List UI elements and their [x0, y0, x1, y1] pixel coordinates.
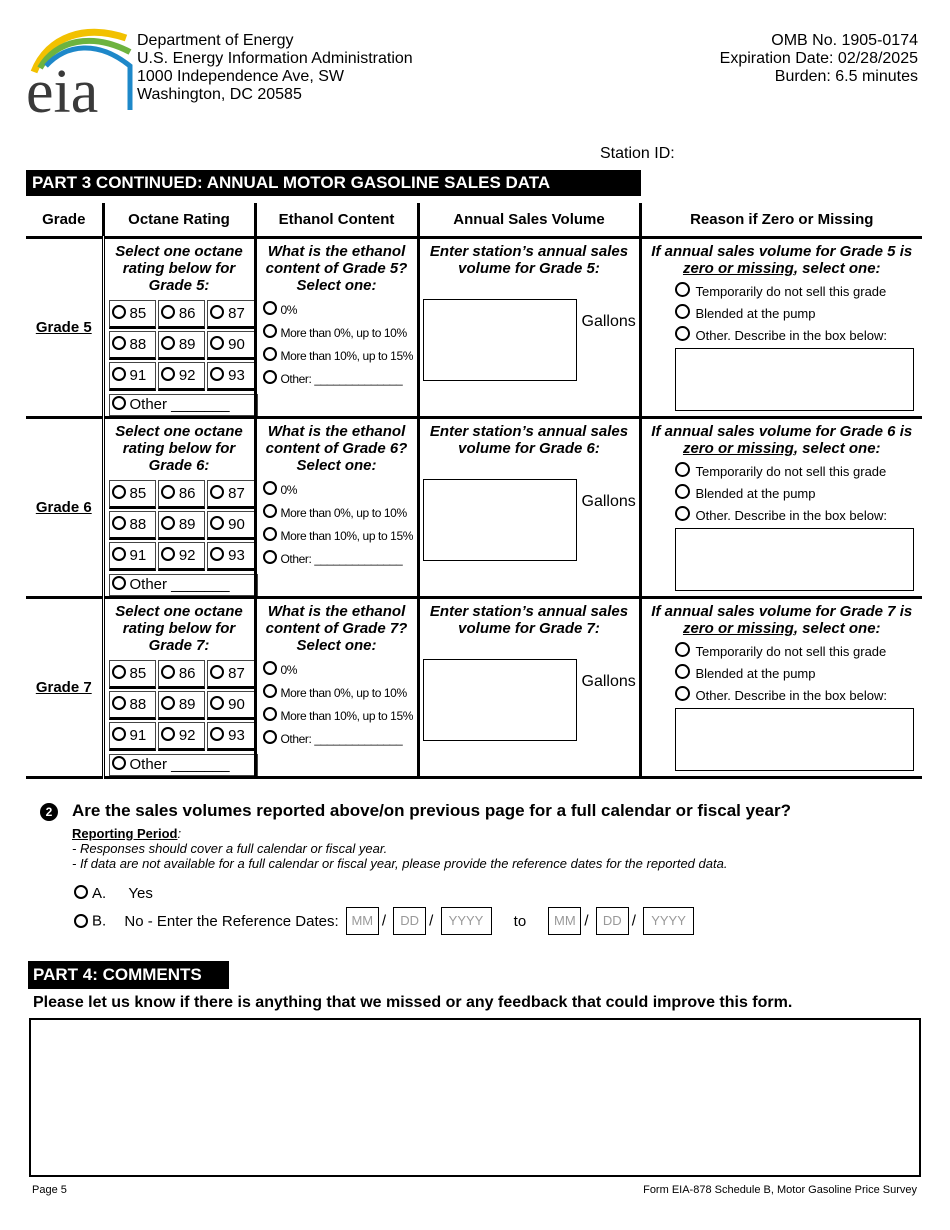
reason-describe-input[interactable]: [675, 708, 914, 771]
ethanol-radio[interactable]: [263, 301, 277, 315]
octane-value: 93: [228, 367, 245, 384]
ethanol-option[interactable]: [263, 527, 417, 543]
org-address: [137, 32, 413, 104]
reporting-period: [72, 826, 727, 871]
col-header-ethanol: Ethanol Content: [255, 203, 418, 238]
octane-value: 88: [129, 696, 147, 713]
sales-prompt: Enter station’s annual sales volume for Grade 6:: [429, 423, 629, 457]
reason-radio[interactable]: [675, 304, 690, 319]
reason-option-label: Other. Describe in the box below:: [695, 328, 887, 343]
col-header-reason: Reason if Zero or Missing: [640, 203, 922, 238]
octane-option[interactable]: [207, 722, 254, 751]
octane-option[interactable]: [158, 511, 205, 540]
octane-radio[interactable]: [161, 485, 175, 499]
octane-value: 90: [228, 336, 245, 353]
octane-other-label: Other _______: [129, 396, 230, 413]
omb-info: [720, 32, 918, 86]
reason-option-label: Blended at the pump: [695, 666, 816, 681]
ethanol-option-label: More than 10%, up to 15%: [280, 529, 413, 543]
octane-radio[interactable]: [210, 665, 224, 679]
octane-options: [107, 658, 257, 753]
ethanol-radio[interactable]: [263, 707, 277, 721]
octane-radio[interactable]: [112, 485, 126, 499]
reason-cell: [640, 598, 922, 778]
station-id-label: Station ID:: [600, 145, 675, 162]
octane-value: 87: [228, 305, 245, 322]
reason-radio[interactable]: [675, 664, 690, 679]
to-label: to: [513, 912, 527, 930]
octane-value: 92: [178, 727, 196, 744]
octane-option[interactable]: [207, 300, 254, 329]
reason-option-label: Blended at the pump: [695, 486, 816, 501]
reason-prompt-a: If annual sales volume for Grade 6 is: [651, 423, 913, 440]
end-day-input[interactable]: DD: [596, 907, 629, 935]
gallons-label: Gallons: [581, 313, 636, 330]
date-slash: /: [631, 912, 636, 930]
octane-value: 91: [129, 547, 147, 564]
octane-option[interactable]: [109, 511, 156, 540]
grade-row: [26, 418, 922, 598]
octane-option[interactable]: [109, 660, 156, 689]
octane-value: 86: [178, 485, 196, 502]
octane-value: 89: [178, 336, 196, 353]
reason-option[interactable]: [675, 462, 923, 479]
octane-radio[interactable]: [112, 727, 126, 741]
sales-data-table: [26, 203, 922, 779]
octane-other[interactable]: [109, 574, 258, 596]
reason-option[interactable]: [675, 664, 923, 681]
part3-title: PART 3 CONTINUED: ANNUAL MOTOR GASOLINE SALES DATA: [26, 170, 641, 196]
sales-volume-input[interactable]: [423, 299, 577, 381]
octane-value: 89: [178, 696, 196, 713]
ethanol-radio[interactable]: [263, 504, 277, 518]
octane-cell: [103, 418, 255, 598]
octane-option[interactable]: [158, 331, 205, 360]
date-slash: /: [584, 912, 589, 930]
octane-radio[interactable]: [161, 305, 175, 319]
octane-radio[interactable]: [161, 336, 175, 350]
octane-value: 88: [129, 516, 147, 533]
octane-option[interactable]: [109, 331, 156, 360]
reason-prompt-c: , select one:: [793, 260, 881, 277]
octane-value: 86: [178, 665, 196, 682]
octane-option[interactable]: [207, 542, 254, 571]
org-line: 1000 Independence Ave, SW: [137, 68, 344, 85]
reason-prompt-a: If annual sales volume for Grade 7 is: [651, 603, 913, 620]
col-header-octane: Octane Rating: [103, 203, 255, 238]
reason-prompt-c: , select one:: [793, 440, 881, 457]
date-slash: /: [429, 912, 434, 930]
reason-prompt-b: zero or missing: [682, 260, 794, 277]
page-number: Page 5: [32, 1184, 67, 1196]
reporting-period-label: Reporting Period: [72, 826, 178, 841]
octane-value: 90: [228, 696, 245, 713]
ethanol-option[interactable]: [263, 661, 417, 677]
octane-other-radio[interactable]: [112, 396, 126, 410]
octane-value: 85: [129, 485, 147, 502]
reason-prompt-b: zero or missing: [682, 440, 794, 457]
octane-radio[interactable]: [161, 367, 175, 381]
omb-number: OMB No. 1905-0174: [771, 32, 918, 49]
octane-option[interactable]: [207, 480, 254, 509]
ethanol-option[interactable]: [263, 347, 417, 363]
ethanol-option-label: More than 10%, up to 15%: [280, 709, 413, 723]
octane-option[interactable]: [158, 480, 205, 509]
ethanol-option-label: Other: ______________: [280, 732, 403, 746]
ethanol-option-label: More than 0%, up to 10%: [280, 506, 407, 520]
octane-radio[interactable]: [161, 516, 175, 530]
octane-radio[interactable]: [210, 367, 224, 381]
reason-prompt-b: zero or missing: [682, 620, 794, 637]
octane-option[interactable]: [158, 300, 205, 329]
gallons-label: Gallons: [581, 493, 636, 510]
octane-option[interactable]: [207, 660, 254, 689]
octane-value: 91: [129, 367, 147, 384]
sales-cell: [418, 238, 640, 418]
reporting-note: - Responses should cover a full calendar or fiscal year.: [72, 841, 388, 856]
grade-label: Grade 7: [26, 598, 103, 778]
octane-radio[interactable]: [210, 485, 224, 499]
octane-option[interactable]: [109, 300, 156, 329]
reason-describe-input[interactable]: [675, 528, 914, 591]
octane-radio[interactable]: [161, 696, 175, 710]
grade-row: [26, 238, 922, 418]
octane-prompt: Select one octane rating below for Grade 7:: [115, 603, 243, 654]
sales-prompt: Enter station’s annual sales volume for Grade 7:: [429, 603, 629, 637]
octane-cell: [103, 238, 255, 418]
reason-option-label: Temporarily do not sell this grade: [695, 644, 887, 659]
logo-wordmark: eia: [26, 58, 99, 116]
octane-option[interactable]: [158, 660, 205, 689]
octane-cell: [103, 598, 255, 778]
reason-radio[interactable]: [675, 326, 690, 341]
sales-prompt: Enter station’s annual sales volume for Grade 5:: [429, 243, 629, 277]
grade-label: Grade 5: [26, 238, 103, 418]
octane-value: 93: [228, 727, 245, 744]
ethanol-radio[interactable]: [263, 661, 277, 675]
reason-option-label: Temporarily do not sell this grade: [695, 284, 887, 299]
octane-radio[interactable]: [112, 665, 126, 679]
ethanol-option-label: More than 0%, up to 10%: [280, 686, 407, 700]
octane-radio[interactable]: [210, 547, 224, 561]
part4-title: PART 4: COMMENTS: [28, 961, 229, 989]
octane-radio[interactable]: [112, 336, 126, 350]
reason-radio[interactable]: [675, 462, 690, 477]
option-b-text: No - Enter the Reference Dates:: [124, 912, 339, 930]
reason-option[interactable]: [675, 304, 923, 321]
col-header-grade: Grade: [26, 203, 103, 238]
expiration-date: Expiration Date: 02/28/2025: [719, 50, 918, 67]
reason-option-label: Temporarily do not sell this grade: [695, 464, 887, 479]
octane-value: 85: [129, 305, 147, 322]
question-number-2: 2: [40, 803, 58, 821]
ethanol-prompt: What is the ethanol content of Grade 6? Select one:: [265, 423, 408, 474]
ethanol-option[interactable]: [263, 481, 417, 497]
reason-option[interactable]: [675, 642, 923, 659]
start-month-input[interactable]: MM: [346, 907, 379, 935]
octane-value: 87: [228, 665, 245, 682]
octane-options: [107, 298, 257, 393]
reason-radio[interactable]: [675, 282, 690, 297]
octane-option[interactable]: [158, 722, 205, 751]
part4-prompt: Please let us know if there is anything that we missed or any feedback that could improve this form.: [33, 994, 793, 1011]
sales-cell: [418, 598, 640, 778]
start-year-input[interactable]: YYYY: [441, 907, 492, 935]
octane-other-radio[interactable]: [112, 576, 126, 590]
sales-cell: [418, 418, 640, 598]
octane-radio[interactable]: [210, 696, 224, 710]
octane-value: 86: [178, 305, 196, 322]
octane-value: 92: [178, 367, 196, 384]
octane-prompt: Select one octane rating below for Grade 6:: [115, 423, 243, 474]
reason-prompt: [642, 419, 923, 457]
ethanol-cell: [255, 418, 418, 598]
ethanol-cell: [255, 598, 418, 778]
org-line: Washington, DC 20585: [137, 86, 302, 103]
octane-option[interactable]: [109, 722, 156, 751]
burden: Burden: 6.5 minutes: [774, 68, 918, 85]
octane-value: 89: [178, 516, 196, 533]
reason-prompt-a: If annual sales volume for Grade 5 is: [651, 243, 913, 260]
reason-cell: [640, 238, 922, 418]
ethanol-radio[interactable]: [263, 527, 277, 541]
reporting-period-colon: :: [177, 826, 182, 841]
ethanol-radio[interactable]: [263, 324, 277, 338]
option-a-yes[interactable]: [74, 885, 153, 902]
sales-volume-input[interactable]: [423, 479, 577, 561]
octane-other-label: Other _______: [129, 576, 230, 593]
octane-option[interactable]: [207, 331, 254, 360]
grade-label: Grade 6: [26, 418, 103, 598]
ethanol-option-label: Other: ______________: [280, 552, 403, 566]
ethanol-option[interactable]: [263, 550, 417, 566]
col-header-sales: Annual Sales Volume: [418, 203, 640, 238]
octane-other[interactable]: [109, 754, 258, 776]
octane-other-radio[interactable]: [112, 756, 126, 770]
reason-option[interactable]: [675, 506, 923, 523]
eia-logo: [26, 26, 134, 116]
octane-prompt: Select one octane rating below for Grade 5:: [115, 243, 243, 294]
option-a-letter: A.: [92, 885, 107, 902]
end-year-input[interactable]: YYYY: [643, 907, 694, 935]
octane-options: [107, 478, 257, 573]
ethanol-radio[interactable]: [263, 730, 277, 744]
org-line: Department of Energy: [137, 32, 294, 49]
date-slash: /: [381, 912, 386, 930]
option-a-text: Yes: [128, 885, 153, 902]
ethanol-option-label: 0%: [280, 483, 298, 497]
octane-option[interactable]: [109, 691, 156, 720]
ethanol-option-label: More than 10%, up to 15%: [280, 349, 413, 363]
octane-option[interactable]: [158, 362, 205, 391]
octane-radio[interactable]: [112, 696, 126, 710]
option-b-letter: B.: [92, 912, 107, 930]
option-b-no[interactable]: [74, 907, 697, 935]
octane-radio[interactable]: [210, 516, 224, 530]
octane-value: 87: [228, 485, 245, 502]
ethanol-radio[interactable]: [263, 550, 277, 564]
octane-value: 90: [228, 516, 245, 533]
octane-value: 92: [178, 547, 196, 564]
octane-option[interactable]: [207, 691, 254, 720]
sales-volume-input[interactable]: [423, 659, 577, 741]
reason-prompt-c: , select one:: [793, 620, 881, 637]
reporting-note: - If data are not available for a full calendar or fiscal year, please provide the reference dates for the reported data.: [72, 856, 728, 871]
octane-value: 91: [129, 727, 147, 744]
octane-option[interactable]: [207, 362, 254, 391]
reason-prompt: [642, 239, 923, 277]
reason-option[interactable]: [675, 686, 923, 703]
ethanol-radio[interactable]: [263, 684, 277, 698]
reason-option[interactable]: [675, 484, 923, 501]
reason-radio[interactable]: [675, 686, 690, 701]
octane-value: 88: [129, 336, 147, 353]
octane-option[interactable]: [158, 691, 205, 720]
org-line: U.S. Energy Information Administration: [137, 50, 413, 67]
ethanol-prompt: What is the ethanol content of Grade 5? Select one:: [265, 243, 408, 294]
reason-radio[interactable]: [675, 484, 690, 499]
radio-yes[interactable]: [74, 885, 88, 899]
ethanol-radio[interactable]: [263, 347, 277, 361]
octane-radio[interactable]: [112, 305, 126, 319]
octane-option[interactable]: [207, 511, 254, 540]
reason-radio[interactable]: [675, 506, 690, 521]
octane-other-label: Other _______: [129, 756, 230, 773]
octane-radio[interactable]: [161, 665, 175, 679]
reason-prompt: [642, 599, 923, 637]
reason-describe-input[interactable]: [675, 348, 914, 411]
octane-option[interactable]: [158, 542, 205, 571]
octane-option[interactable]: [109, 480, 156, 509]
ethanol-option[interactable]: [263, 324, 417, 340]
reason-option-label: Blended at the pump: [695, 306, 816, 321]
octane-radio[interactable]: [210, 336, 224, 350]
octane-radio[interactable]: [112, 367, 126, 381]
ethanol-option-label: 0%: [280, 303, 298, 317]
start-day-input[interactable]: DD: [393, 907, 426, 935]
question-2-text: Are the sales volumes reported above/on previous page for a full calendar or fiscal year?: [72, 801, 791, 820]
ethanol-option-label: 0%: [280, 663, 298, 677]
octane-value: 85: [129, 665, 147, 682]
ethanol-option[interactable]: [263, 504, 417, 520]
ethanol-option-label: Other: ______________: [280, 372, 403, 386]
gallons-label: Gallons: [581, 673, 636, 690]
octane-radio[interactable]: [210, 305, 224, 319]
reason-option-label: Other. Describe in the box below:: [695, 508, 887, 523]
reason-option[interactable]: [675, 326, 923, 343]
ethanol-option[interactable]: [263, 301, 417, 317]
ethanol-cell: [255, 238, 418, 418]
radio-no[interactable]: [74, 914, 88, 928]
ethanol-option[interactable]: [263, 730, 417, 746]
reason-cell: [640, 418, 922, 598]
reason-radio[interactable]: [675, 642, 690, 657]
form-name: Form EIA-878 Schedule B, Motor Gasoline Price Survey: [643, 1184, 917, 1196]
octane-radio[interactable]: [161, 727, 175, 741]
octane-radio[interactable]: [210, 727, 224, 741]
ethanol-prompt: What is the ethanol content of Grade 7? Select one:: [265, 603, 408, 654]
reason-option[interactable]: [675, 282, 923, 299]
reason-option-label: Other. Describe in the box below:: [695, 688, 887, 703]
end-month-input[interactable]: MM: [548, 907, 581, 935]
octane-value: 93: [228, 547, 245, 564]
ethanol-radio[interactable]: [263, 481, 277, 495]
octane-radio[interactable]: [112, 547, 126, 561]
octane-option[interactable]: [109, 362, 156, 391]
ethanol-option[interactable]: [263, 684, 417, 700]
comments-textarea[interactable]: [29, 1018, 921, 1177]
octane-radio[interactable]: [112, 516, 126, 530]
ethanol-option[interactable]: [263, 707, 417, 723]
ethanol-radio[interactable]: [263, 370, 277, 384]
ethanol-option[interactable]: [263, 370, 417, 386]
octane-radio[interactable]: [161, 547, 175, 561]
octane-other[interactable]: [109, 394, 258, 416]
ethanol-option-label: More than 0%, up to 10%: [280, 326, 407, 340]
grade-row: [26, 598, 922, 778]
octane-option[interactable]: [109, 542, 156, 571]
